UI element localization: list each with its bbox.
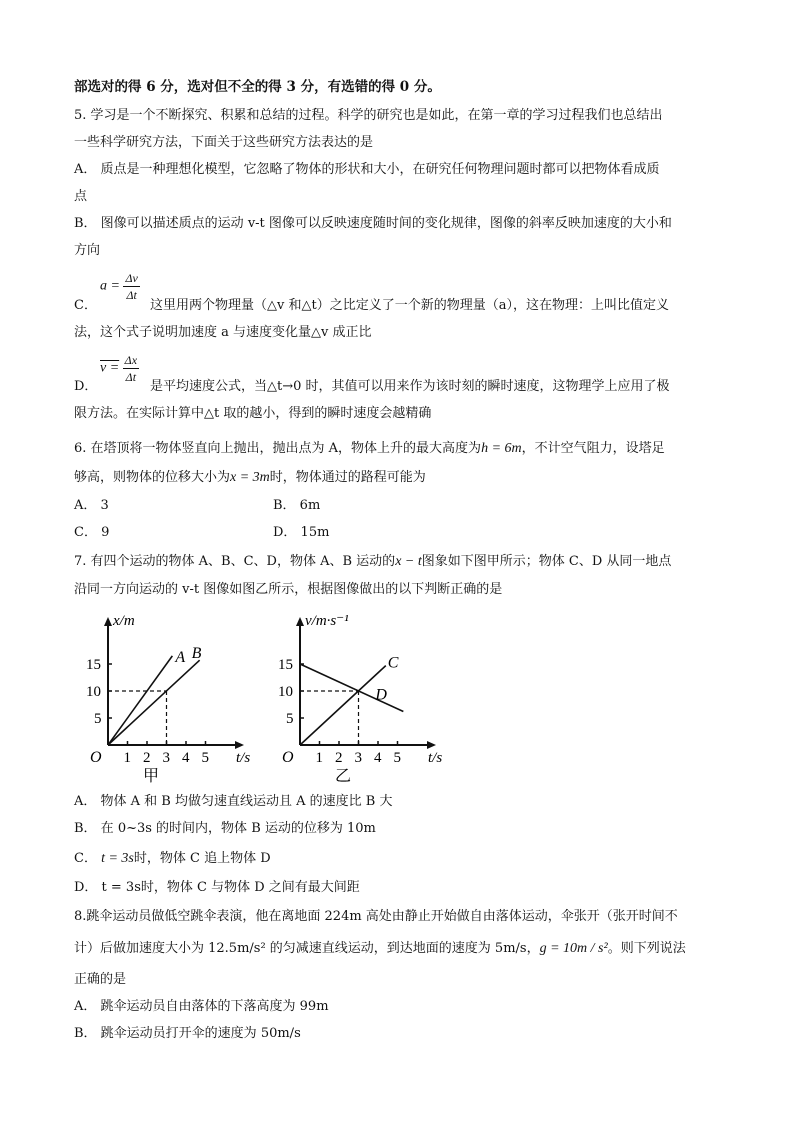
- q8-stem-line1: 8.跳伞运动员做低空跳伞表演，他在离地面 224m 高处由静止开始做自由落体运动，伞张开（张开时间不: [74, 909, 678, 924]
- q8-stem-line3: 正确的是: [74, 972, 127, 987]
- chart2-x-tick-label: 4: [374, 750, 382, 766]
- q5-option-b-line1: B． 图像可以描述质点的运动 v-t 图像可以反映速度随时间的变化规律，图像的斜率反映加速度的大小和: [74, 216, 672, 231]
- chart1-x-label: t/s: [236, 750, 251, 766]
- chart1-y-tick-label: 10: [86, 684, 101, 700]
- chart1-y-tick-label: 15: [86, 657, 101, 673]
- q7-graphs: [70, 605, 450, 785]
- q5-option-a-line2: 点: [74, 189, 88, 204]
- q8-option-a: A． 跳伞运动员自由落体的下落高度为 99m: [74, 999, 329, 1014]
- chart2-y-tick-label: 10: [278, 684, 293, 700]
- q8-option-b: B． 跳伞运动员打开伞的速度为 50m/s: [74, 1026, 301, 1041]
- q5-stem-line1: 5. 学习是一个不断探究、积累和总结的过程。科学的研究也是如此，在第一章的学习过程我们也总结出: [74, 108, 663, 123]
- q6-option-b: B． 6m: [273, 498, 321, 513]
- q5-option-c-line2: 法，这个式子说明加速度 a 与速度变化量△v 成正比: [74, 325, 372, 340]
- chart1-origin-label: O: [90, 749, 102, 766]
- q7-option-d: D． t = 3s时，物体 C 与物体 D 之间有最大间距: [74, 880, 360, 895]
- q6-stem-line2: 够高，则物体的位移大小为x = 3m时，物体通过的路程可能为: [74, 470, 426, 485]
- chart2-x-tick-label: 1: [315, 750, 323, 766]
- q5-option-b-line2: 方向: [74, 243, 101, 258]
- section-instruction: 部选对的得 6 分，选对但不全的得 3 分，有选错的得 0 分。: [74, 79, 441, 95]
- chart1-y-label: x/m: [113, 613, 135, 629]
- q6-option-d: D． 15m: [273, 525, 330, 540]
- chart1-x-tick-label: 5: [201, 750, 209, 766]
- chart1-x-tick-label: 3: [162, 750, 170, 766]
- q5-option-a-line1: A． 质点是一种理想化模型，它忽略了物体的形状和大小，在研究任何物理问题时都可以把物体看成质: [74, 162, 660, 177]
- chart1-series-label-b: B: [191, 645, 202, 663]
- chart1-x-tick-label: 1: [123, 750, 131, 766]
- chart2-x-tick-label: 3: [354, 750, 362, 766]
- chart2-origin-label: O: [282, 749, 294, 766]
- q5-option-c-label: C．: [74, 298, 97, 313]
- chart2-y-tick-label: 15: [278, 657, 293, 673]
- chart1-series-label-a: A: [175, 648, 186, 666]
- q6-stem-line1: 6. 在塔顶将一物体竖直向上抛出，抛出点为 A，物体上升的最大高度为h = 6m，不计空气阻力，设塔足: [74, 441, 665, 456]
- chart1-caption: 甲: [143, 768, 160, 785]
- q6-option-a: A． 3: [74, 498, 109, 513]
- chart1-series-b: [108, 660, 200, 745]
- chart2-x-arrow: [427, 741, 436, 749]
- q7-option-a: A． 物体 A 和 B 均做匀速直线运动且 A 的速度比 B 大: [74, 794, 393, 809]
- q6-option-c: C． 9: [74, 525, 110, 540]
- chart2-series-label-d: D: [375, 686, 387, 704]
- chart2-x-tick-label: 2: [335, 750, 343, 766]
- chart1-series-a: [108, 656, 172, 745]
- q5-stem-line2: 一些科学研究方法，下面关于这些研究方法表达的是: [74, 135, 374, 150]
- chart2-x-tick-label: 5: [393, 750, 401, 766]
- chart2-caption: 乙: [335, 768, 352, 785]
- q7-stem-line2: 沿同一方向运动的 v-t 图像如图乙所示，根据图像做出的以下判断正确的是: [74, 582, 503, 597]
- chart2-series-c: [300, 666, 386, 745]
- chart1-y-tick-label: 5: [94, 711, 102, 727]
- q5-option-d-label: D．: [74, 379, 98, 394]
- chart2-y-label: v/m·s⁻¹: [305, 613, 349, 629]
- chart1-x-tick-label: 2: [143, 750, 151, 766]
- chart1-x-arrow: [235, 741, 244, 749]
- q7-stem-line1: 7. 有四个运动的物体 A、B、C、D，物体 A、B 运动的x − t图象如下图甲所示；物体 C、D 从同一地点: [74, 554, 672, 569]
- chart2-y-tick-label: 5: [286, 711, 294, 727]
- q7-option-b: B． 在 0~3s 的时间内，物体 B 运动的位移为 10m: [74, 821, 376, 836]
- q5-option-d-line1: 是平均速度公式，当△t→0 时，其值可以用来作为该时刻的瞬时速度，这物理学上应用了极: [150, 379, 670, 394]
- chart2-y-arrow: [296, 617, 304, 626]
- chart1-y-arrow: [104, 617, 112, 626]
- chart2-series-label-c: C: [387, 654, 399, 672]
- chart2-x-label: t/s: [428, 750, 443, 766]
- q5-option-c-line1: 这里用两个物理量（△v 和△t）之比定义了一个新的物理量（a），这在物理：上叫比值定义: [150, 298, 669, 313]
- q7-option-c: C． t = 3s时，物体 C 追上物体 D: [74, 851, 271, 866]
- q5-option-c-formula: a = $\frac{\Delta v}{\Delta t}$: [100, 271, 138, 302]
- q8-stem-line2: 计）后做加速度大小为 12.5m/s² 的匀减速直线运动，到达地面的速度为 5m/s，g = 10m / s²。则下列说法: [74, 941, 686, 956]
- chart1-x-tick-label: 4: [182, 750, 190, 766]
- q5-option-d-line2: 限方法。在实际计算中△t 取的越小，得到的瞬时速度会越精确: [74, 406, 432, 421]
- q5-option-d-formula: v = $\frac{\Delta x}{\Delta t}$: [100, 353, 138, 384]
